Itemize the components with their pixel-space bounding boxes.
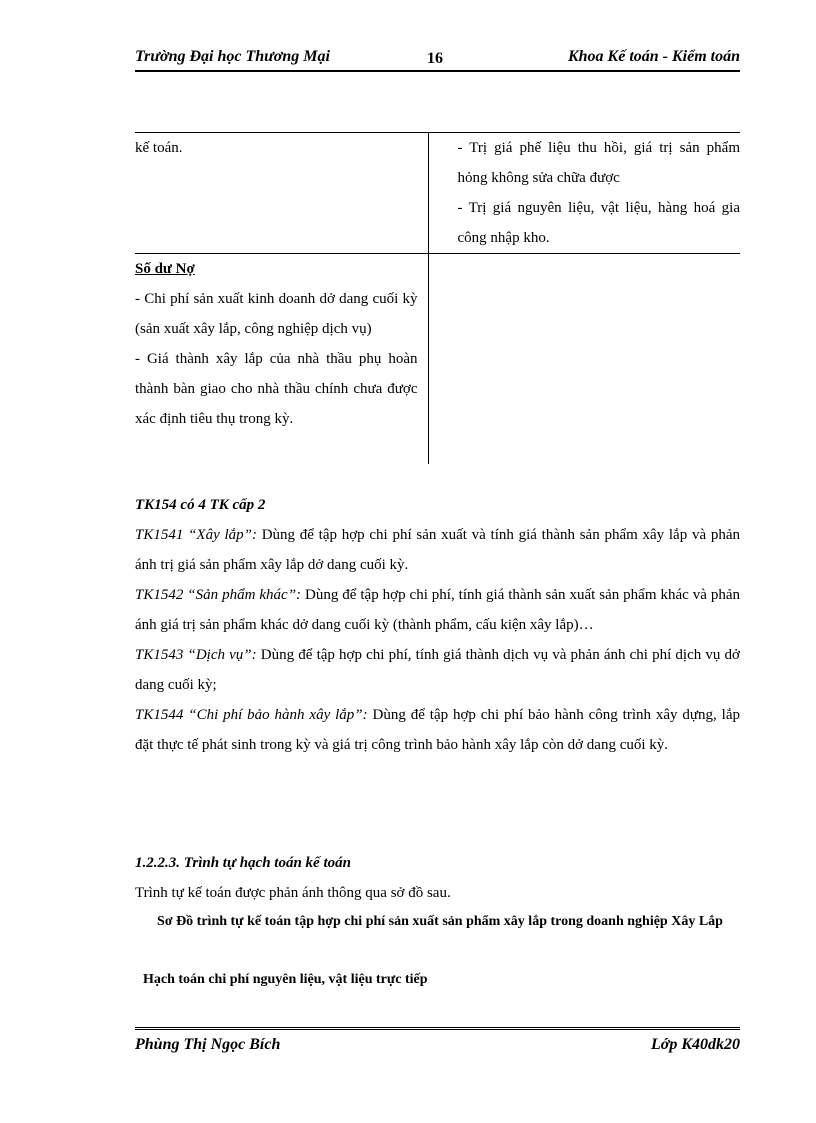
table-cell-right bbox=[429, 254, 741, 464]
paragraph bbox=[135, 580, 740, 640]
table-row bbox=[135, 133, 740, 254]
subaccount-heading: TK154 có 4 TK cấp 2 bbox=[135, 497, 266, 513]
cell-text: - Chi phí sản xuất kinh doanh dở dang cuối kỳ (sản xuất xây lắp, công nghiệp dịch vụ) bbox=[135, 291, 418, 337]
diagram-title: Sơ Đồ trình tự kế toán tập hợp chi phí sản xuất sản phẩm xây lắp trong doanh nghiệp Xây Lắp bbox=[157, 914, 723, 929]
header-school: Trường Đại học Thương Mại bbox=[135, 48, 330, 65]
table-row bbox=[135, 254, 740, 464]
footer-class: Lớp K40dk20 bbox=[650, 1036, 740, 1053]
account-label: TK1543 “Dịch vụ”: bbox=[135, 647, 257, 663]
section-intro: Trình tự kế toán được phản ánh thông qua sở đồ sau. bbox=[135, 885, 451, 901]
cell-text: kế toán. bbox=[135, 140, 183, 156]
header-faculty: Khoa Kế toán - Kiểm toán bbox=[567, 48, 740, 65]
table-cell-left bbox=[135, 133, 429, 253]
cell-text: - Giá thành xây lắp của nhà thầu phụ hoàn thành bàn giao cho nhà thầu chính chưa được xác định tiêu thụ trong kỳ. bbox=[135, 351, 418, 427]
account-text: Dùng để tập hợp chi phí sản xuất và tính giá thành sản phẩm xây lắp và phản ánh trị giá sản phẩm xây lắp dở dang cuối kỳ. bbox=[135, 527, 740, 573]
footer-author: Phùng Thị Ngọc Bích bbox=[135, 1036, 281, 1053]
account-table bbox=[135, 132, 740, 464]
paragraph bbox=[135, 520, 740, 580]
body-text bbox=[135, 490, 740, 760]
paragraph bbox=[135, 700, 740, 760]
table-cell-right bbox=[429, 133, 741, 253]
section bbox=[135, 848, 740, 908]
account-label: TK1542 “Sản phẩm khác”: bbox=[135, 587, 302, 603]
table-cell-left bbox=[135, 254, 429, 464]
account-text: Dùng để tập hợp chi phí, tính giá thành dịch vụ và phản ánh chi phí dịch vụ dở dang cuối kỳ; bbox=[135, 647, 740, 693]
paragraph bbox=[135, 640, 740, 700]
page-number: 16 bbox=[427, 50, 443, 67]
page-footer bbox=[135, 1027, 740, 1060]
subheading: Hạch toán chi phí nguyên liệu, vật liệu trực tiếp bbox=[143, 972, 428, 987]
account-label: TK1541 “Xây lắp”: bbox=[135, 527, 257, 543]
cell-text: - Trị giá phế liệu thu hồi, giá trị sản phẩm hỏng không sửa chữa được bbox=[457, 140, 740, 186]
page-header bbox=[135, 48, 740, 72]
balance-heading: Số dư Nợ bbox=[135, 261, 195, 277]
account-text: Dùng để tập hợp chi phí, tính giá thành sản xuất sản phẩm khác và phản ánh giá trị sản phẩm khác dở dang cuối kỳ (thành phẩm, cấu kiện xây lắp)… bbox=[135, 587, 740, 633]
account-label: TK1544 “Chi phí bảo hành xây lắp”: bbox=[135, 707, 368, 723]
account-text: Dùng để tập hợp chi phí bảo hành công trình xây dựng, lắp đặt thực tế phát sinh trong kỳ và giá trị công trình bảo hành xây lắp còn dở dang cuối kỳ. bbox=[135, 707, 740, 753]
cell-text: - Trị giá nguyên liệu, vật liệu, hàng hoá gia công nhập kho. bbox=[457, 200, 740, 246]
section-heading: 1.2.2.3. Trình tự hạch toán kế toán bbox=[135, 855, 351, 871]
